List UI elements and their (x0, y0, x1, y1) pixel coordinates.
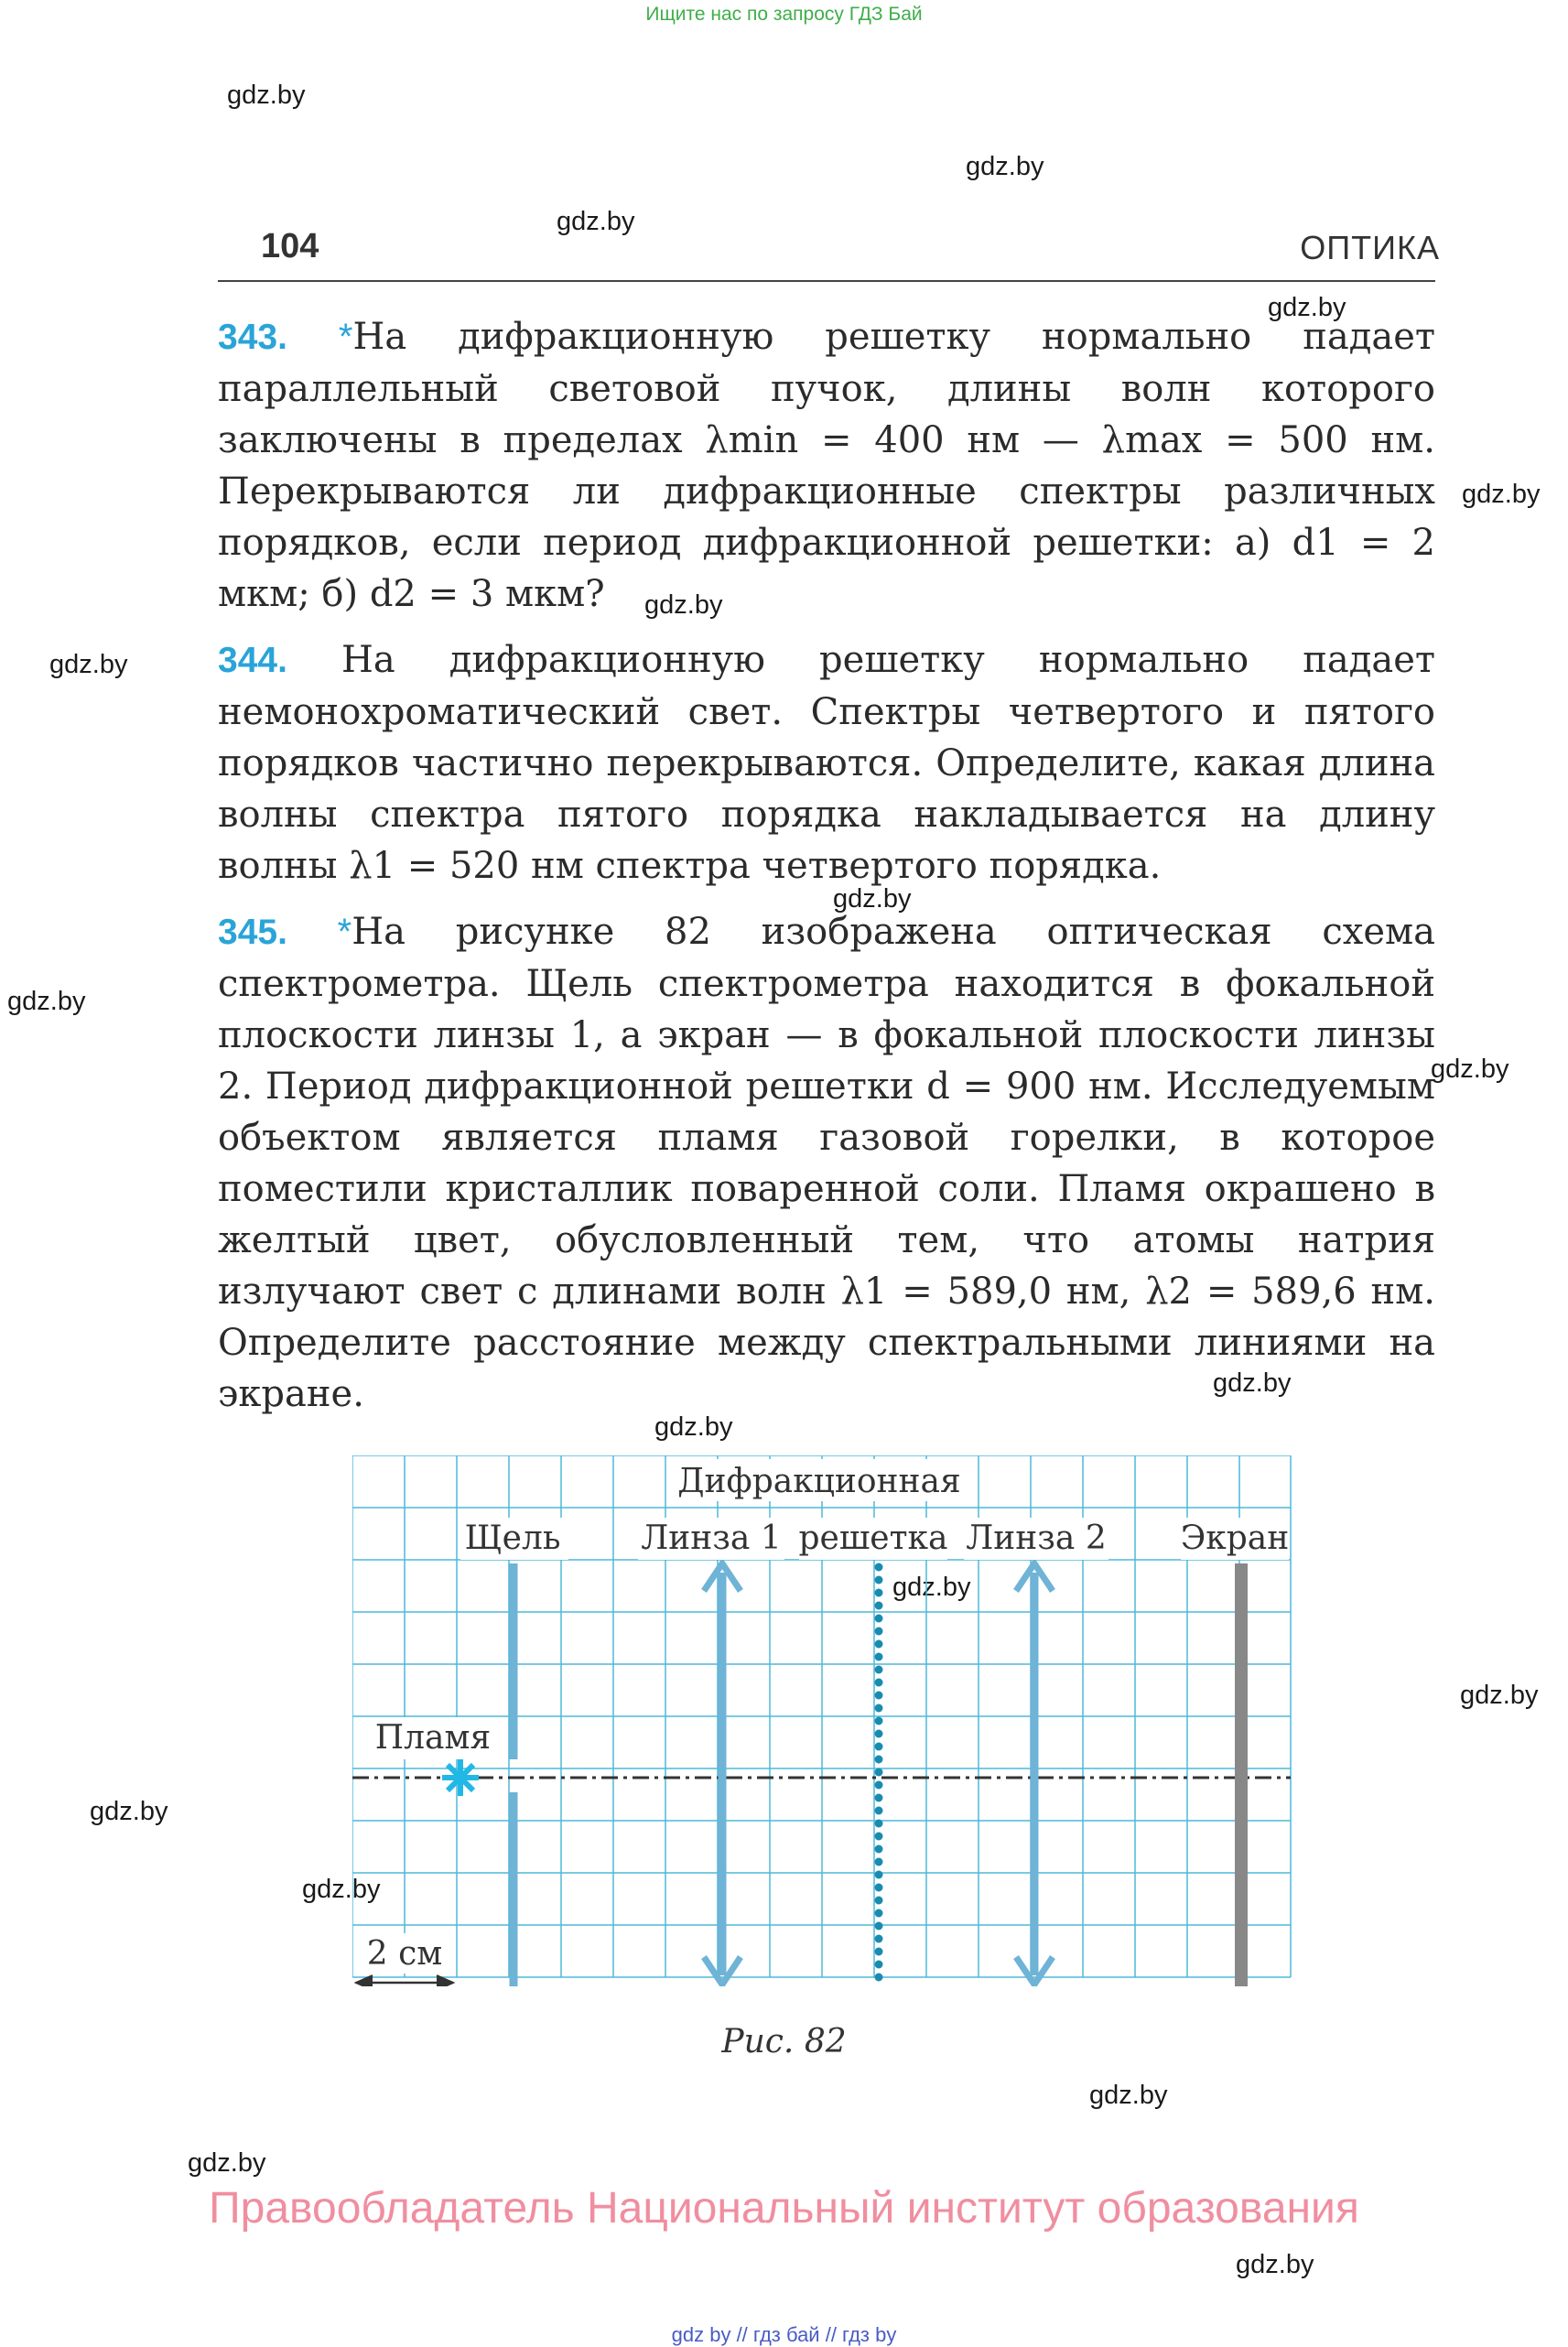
problem-number: 343. (218, 318, 287, 357)
grating-dot (875, 1679, 883, 1687)
watermark: gdz.by (227, 81, 306, 110)
grating-dot (875, 1948, 883, 1956)
problem-number: 345. (218, 913, 287, 952)
label-scale: 2 см (366, 1935, 443, 1973)
watermark: gdz.by (1268, 293, 1346, 322)
grating-dot (875, 1858, 883, 1866)
grating-dot (875, 1820, 883, 1828)
label-slit: Щель (464, 1520, 561, 1557)
watermark: gdz.by (654, 1412, 733, 1442)
watermark: gdz.by (302, 1875, 381, 1904)
grating-dot (875, 1845, 883, 1854)
grating-dot (875, 1692, 883, 1700)
watermark: gdz.by (966, 152, 1044, 181)
figure-caption: Рис. 82 (721, 2023, 847, 2060)
grating-dot (875, 1768, 883, 1777)
watermark: gdz.by (833, 884, 912, 914)
label-lens-2: Линза 2 (966, 1520, 1107, 1557)
watermark: gdz.by (1213, 1368, 1292, 1398)
diffraction-grating (875, 1563, 883, 1982)
grating-dot (875, 1974, 883, 1982)
problem-344 (218, 634, 1435, 892)
page-number: 104 (261, 227, 319, 265)
problem-text: На дифракционную решетку нормально падает немонохроматический свет. Спектры четвертого и пятого порядков частично перекрываются. Определите, какая длина волны спектра пятого порядка накладывается на длину волны λ1 = 520 нм спектра четвертого порядка. (218, 639, 1436, 887)
watermark: gdz.by (1236, 2250, 1314, 2279)
grating-dot (875, 1833, 883, 1841)
grating-dot (875, 1781, 883, 1790)
grating-dot (875, 1871, 883, 1879)
watermark: gdz.by (1089, 2081, 1168, 2110)
grating-dot (875, 1743, 883, 1751)
grating-dot (875, 1730, 883, 1738)
star-mark: * (337, 912, 352, 952)
problem-text: На рисунке 82 изображена оптическая схема спектрометра. Щель спектрометра находится в фокальной плоскости линзы 1, а экран — в фокальной плоскости линзы 2. Период дифракционной решетки d = 900 нм. Исследуемым объектом является пламя газовой горелки, в которое поместили кристаллик поваренной соли. Пламя окрашено в желтый цвет, обусловленный тем, что атомы натрия излучают свет с длинами волн λ1 = 589,0 нм, λ2 = 589,6 нм. Определите расстояние между спектральными линиями на экране. (218, 911, 1435, 1415)
watermark: gdz.by (892, 1573, 971, 1602)
grating-dot (875, 1884, 883, 1892)
watermark: gdz.by (188, 2148, 266, 2178)
grating-dot (875, 1602, 883, 1610)
grating-dot (875, 1909, 883, 1918)
watermark: gdz.by (644, 590, 723, 620)
grating-dot (875, 1807, 883, 1815)
grating-dot (875, 1615, 883, 1623)
label-lens-1: Линза 1 (641, 1520, 782, 1557)
section-title: ОПТИКА (1300, 229, 1440, 266)
grating-dot (875, 1589, 883, 1597)
header-rule (218, 280, 1435, 282)
grating-dot (875, 1961, 883, 1969)
watermark: gdz.by (7, 987, 86, 1016)
watermark: gdz.by (49, 650, 128, 679)
grating-dot (875, 1640, 883, 1649)
grating-dot (875, 1922, 883, 1931)
watermark: gdz.by (1431, 1055, 1509, 1084)
problem-345 (218, 906, 1435, 1420)
problem-343 (218, 311, 1435, 620)
grating-dot (875, 1653, 883, 1661)
problem-number: 344. (218, 641, 287, 680)
grating-dot (875, 1794, 883, 1802)
watermark: gdz.by (557, 207, 635, 236)
grating-dot (875, 1628, 883, 1636)
grating-dot (875, 1897, 883, 1905)
lens-2 (1016, 1563, 1053, 1985)
grating-dot (875, 1756, 883, 1764)
star-mark: * (338, 317, 353, 357)
grating-dot (875, 1717, 883, 1725)
grating-dot (875, 1563, 883, 1572)
copyright-notice: Правообладатель Национальный институт образования (209, 2184, 1359, 2233)
footer-links[interactable]: gdz by // гдз бай // гдз by (671, 2323, 897, 2346)
watermark: gdz.by (1460, 1681, 1539, 1710)
grating-dot (875, 1576, 883, 1584)
flame-icon (442, 1759, 479, 1796)
lens-1 (704, 1563, 741, 1985)
top-banner[interactable]: Ищите нас по запросу ГДЗ Бай (645, 4, 923, 25)
watermark: gdz.by (90, 1797, 168, 1826)
grating-dot (875, 1935, 883, 1943)
watermark: gdz.by (1462, 480, 1541, 509)
grating-dot (875, 1704, 883, 1713)
grating-dot (875, 1666, 883, 1674)
label-grating: решетка (798, 1520, 948, 1557)
label-flame: Пламя (374, 1719, 492, 1757)
spectrometer-diagram (352, 1455, 1295, 1986)
label-grating-top: Дифракционная (677, 1463, 961, 1500)
label-screen: Экран (1180, 1520, 1290, 1557)
problem-text: На дифракционную решетку нормально падает параллельный световой пучок, длины волн которого заключены в пределах λmin = 400 нм — λmax = 500 нм. Перекрываются ли дифракционные спектры различных порядков, если период дифракционной решетки: а) d1 = 2 мкм; б) d2 = 3 мкм? (218, 316, 1435, 615)
